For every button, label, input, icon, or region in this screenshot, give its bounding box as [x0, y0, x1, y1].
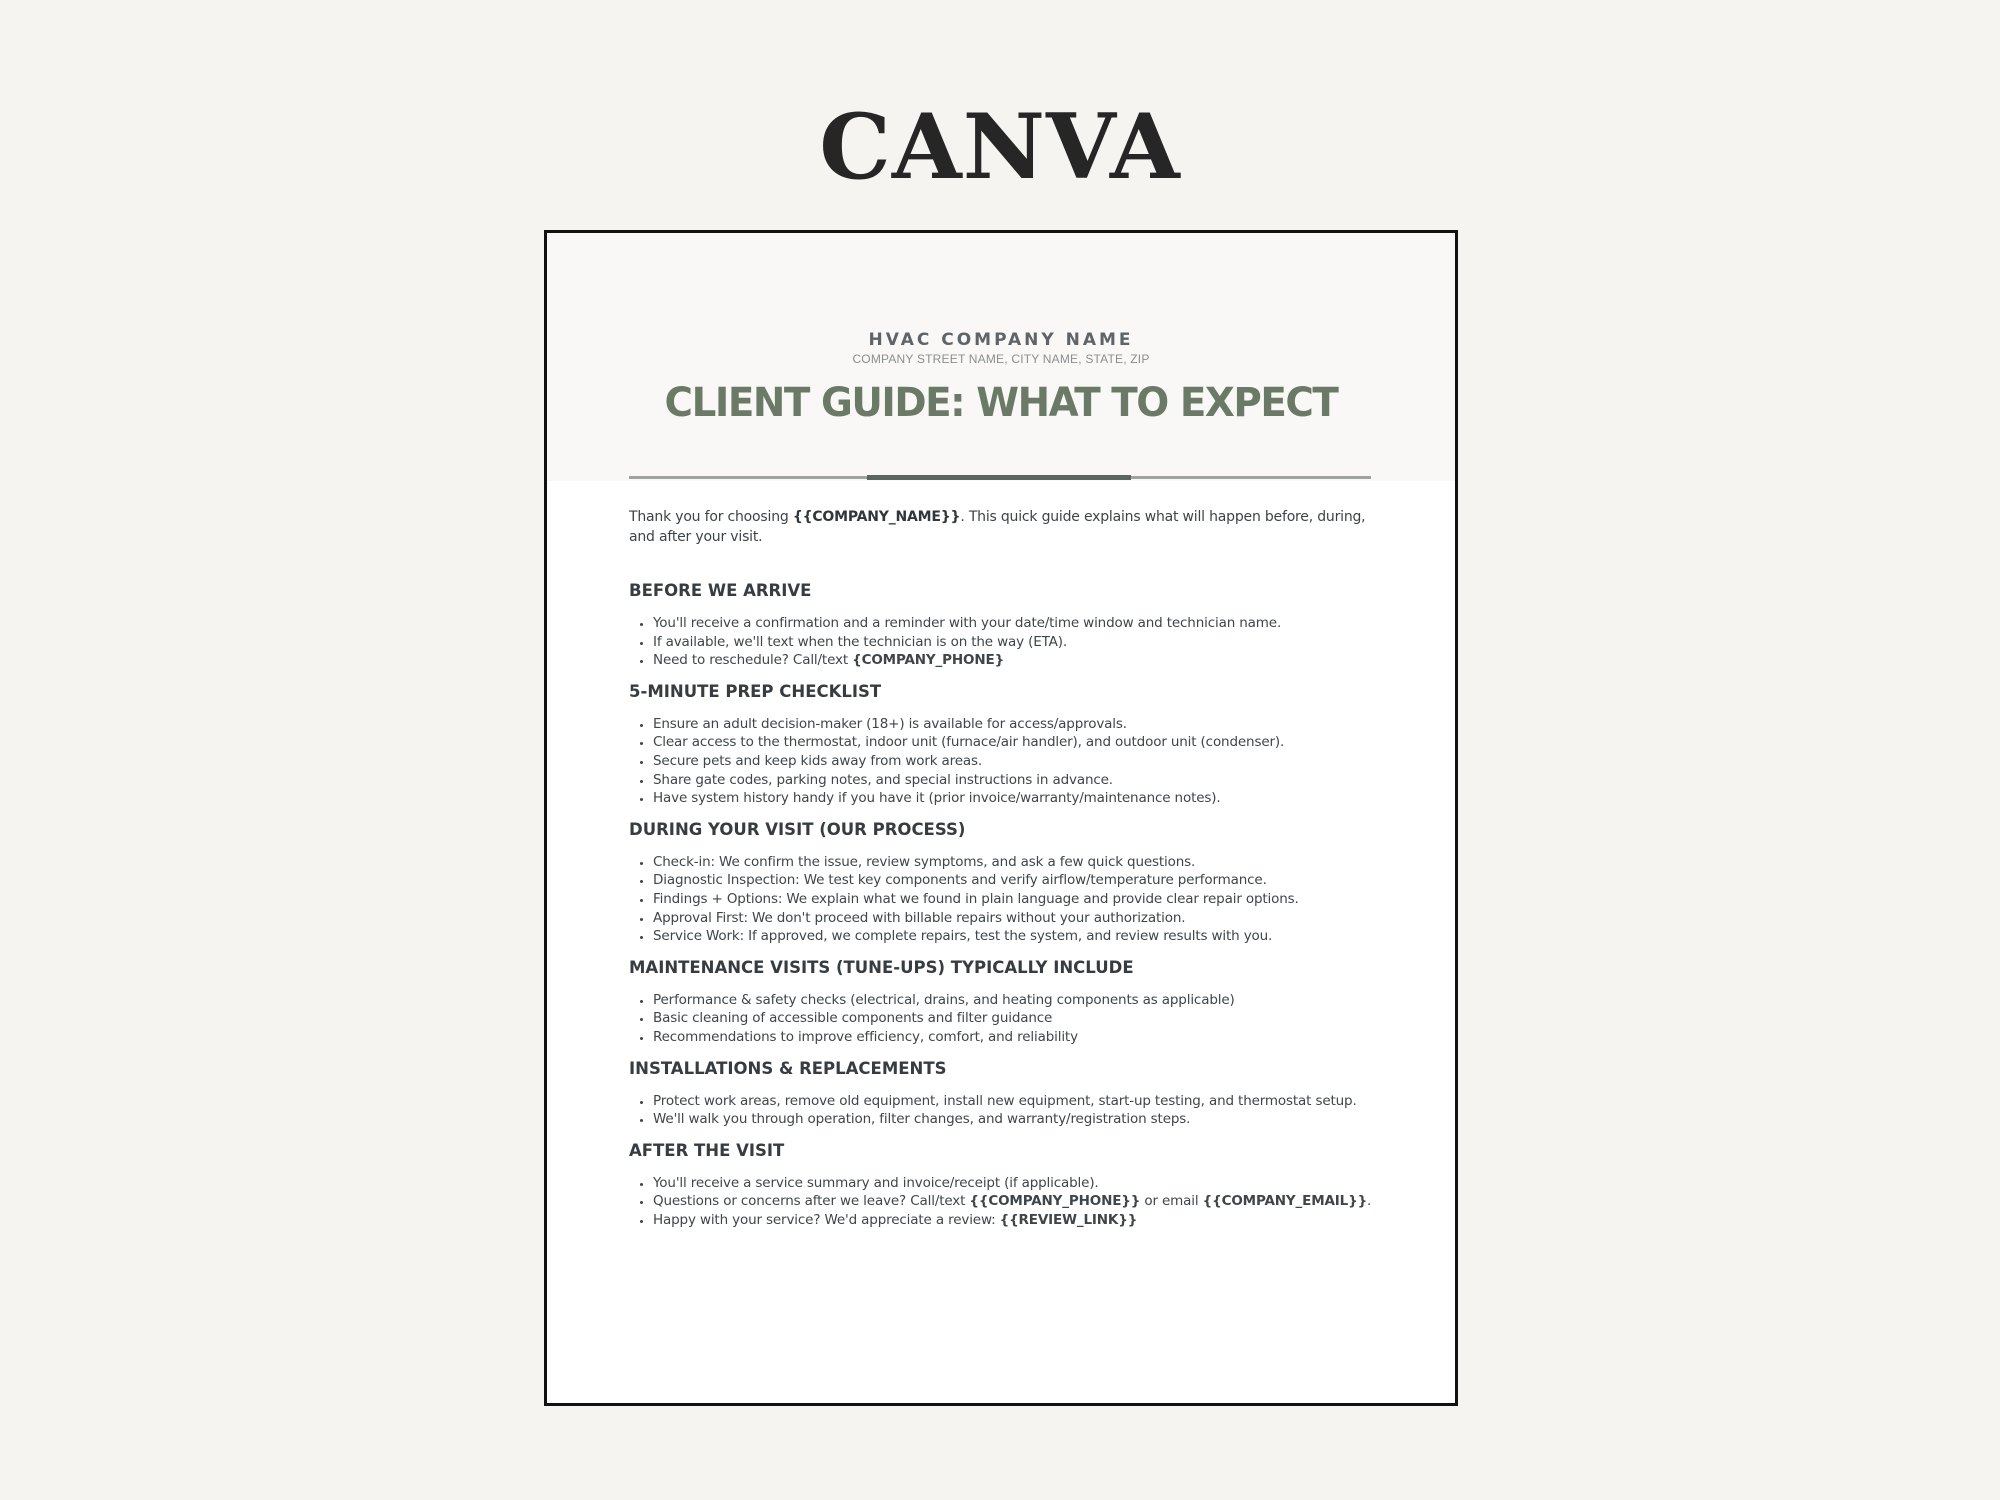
list-item: [653, 909, 1379, 928]
list-item-text: Diagnostic Inspection: We test key components and verify airflow/temperature performance.: [653, 872, 1267, 889]
intro-paragraph: [629, 507, 1379, 547]
company-address: COMPANY STREET NAME, CITY NAME, STATE, ZIP: [852, 352, 1150, 366]
list-item-text: Share gate codes, parking notes, and special instructions in advance.: [653, 771, 1113, 788]
company-name: HVAC COMPANY NAME: [868, 330, 1134, 350]
list-item: [653, 1174, 1379, 1193]
list-item-text: Questions or concerns after we leave? Call/text: [653, 1193, 970, 1210]
email-placeholder: {{COMPANY_EMAIL}}: [1202, 1193, 1368, 1210]
list-item: [653, 789, 1379, 808]
list-item-text: or email: [1140, 1193, 1203, 1210]
intro-text-end: . This quick guide explains what will happen before, during, and after your visit.: [629, 509, 1366, 545]
list-item-text: Protect work areas, remove old equipment, install new equipment, start-up testing, and thermostat setup.: [653, 1092, 1357, 1109]
list-item: [653, 1110, 1379, 1129]
list-item-text: Recommendations to improve efficiency, comfort, and reliability: [653, 1028, 1078, 1045]
list-item: [653, 752, 1379, 771]
list-item: [653, 633, 1379, 652]
section-list: [629, 1092, 1379, 1129]
document-header: [547, 233, 1455, 481]
list-item-text: Approval First: We don't proceed with billable repairs without your authorization.: [653, 909, 1186, 926]
brand-title: CANVA: [819, 94, 1181, 200]
document-title: CLIENT GUIDE: WHAT TO EXPECT: [664, 380, 1338, 426]
list-item: [653, 771, 1379, 790]
list-item: [653, 853, 1379, 872]
list-item-text: You'll receive a confirmation and a reminder with your date/time window and technician name.: [653, 615, 1282, 631]
intro-text: Thank you for choosing: [629, 509, 793, 525]
phone-placeholder: {COMPANY_PHONE}: [852, 652, 1005, 669]
section-heading-installations: INSTALLATIONS & REPLACEMENTS: [629, 1058, 947, 1078]
list-item-text: Clear access to the thermostat, indoor unit (furnace/air handler), and outdoor unit (condenser).: [653, 734, 1285, 751]
list-item: [653, 927, 1379, 946]
section-heading-after-visit: AFTER THE VISIT: [629, 1140, 785, 1160]
section-list: [629, 715, 1379, 808]
section-heading-before-we-arrive: BEFORE WE ARRIVE: [629, 581, 812, 600]
section-heading-prep-checklist: 5-MINUTE PREP CHECKLIST: [629, 681, 882, 701]
list-item: [653, 1009, 1379, 1028]
list-item-text: If available, we'll text when the technician is on the way (ETA).: [653, 633, 1067, 650]
list-item: [653, 890, 1379, 909]
list-item-text: Service Work: If approved, we complete repairs, test the system, and review results with you.: [653, 928, 1273, 945]
company-name-placeholder: {{COMPANY_NAME}}: [792, 509, 961, 525]
document-body: [629, 507, 1379, 1241]
list-item-text: Secure pets and keep kids away from work areas.: [653, 752, 983, 769]
phone-placeholder: {{COMPANY_PHONE}}: [969, 1193, 1141, 1210]
section-heading-maintenance: MAINTENANCE VISITS (TUNE-UPS) TYPICALLY INCLUDE: [629, 957, 1134, 977]
list-item-text: Need to reschedule? Call/text: [653, 652, 853, 669]
list-item: [653, 1028, 1379, 1047]
review-link-placeholder: {{REVIEW_LINK}}: [999, 1211, 1138, 1228]
list-item-text: We'll walk you through operation, filter changes, and warranty/registration steps.: [653, 1111, 1191, 1128]
list-item-text: Have system history handy if you have it (prior invoice/warranty/maintenance notes).: [653, 790, 1221, 807]
list-item: [653, 1192, 1379, 1211]
list-item-text: Happy with your service? We'd appreciate a review:: [653, 1211, 1000, 1228]
list-item-text: Findings + Options: We explain what we found in plain language and provide clear repair options.: [653, 890, 1299, 907]
header-divider-accent: [867, 475, 1131, 480]
section-list: [629, 614, 1379, 670]
list-item-text: Check-in: We confirm the issue, review symptoms, and ask a few quick questions.: [653, 853, 1196, 870]
list-item-text: You'll receive a service summary and invoice/receipt (if applicable).: [653, 1174, 1099, 1191]
list-item: [653, 614, 1379, 633]
list-item: [653, 1092, 1379, 1111]
list-item: [653, 991, 1379, 1010]
section-list: [629, 853, 1379, 946]
list-item-text: Performance & safety checks (electrical, drains, and heating components as applicable): [653, 991, 1235, 1008]
list-item: [653, 715, 1379, 734]
document-preview: [544, 230, 1458, 1406]
list-item: [653, 651, 1379, 670]
list-item: [653, 733, 1379, 752]
section-list: [629, 991, 1379, 1047]
list-item: [653, 871, 1379, 890]
list-item: [653, 1211, 1379, 1230]
list-item-text: Ensure an adult decision-maker (18+) is available for access/approvals.: [653, 715, 1127, 732]
list-item-text: .: [1367, 1193, 1372, 1210]
section-list: [629, 1174, 1379, 1230]
list-item-text: Basic cleaning of accessible components and filter guidance: [653, 1010, 1053, 1027]
section-heading-during-visit: DURING YOUR VISIT (OUR PROCESS): [629, 819, 966, 839]
